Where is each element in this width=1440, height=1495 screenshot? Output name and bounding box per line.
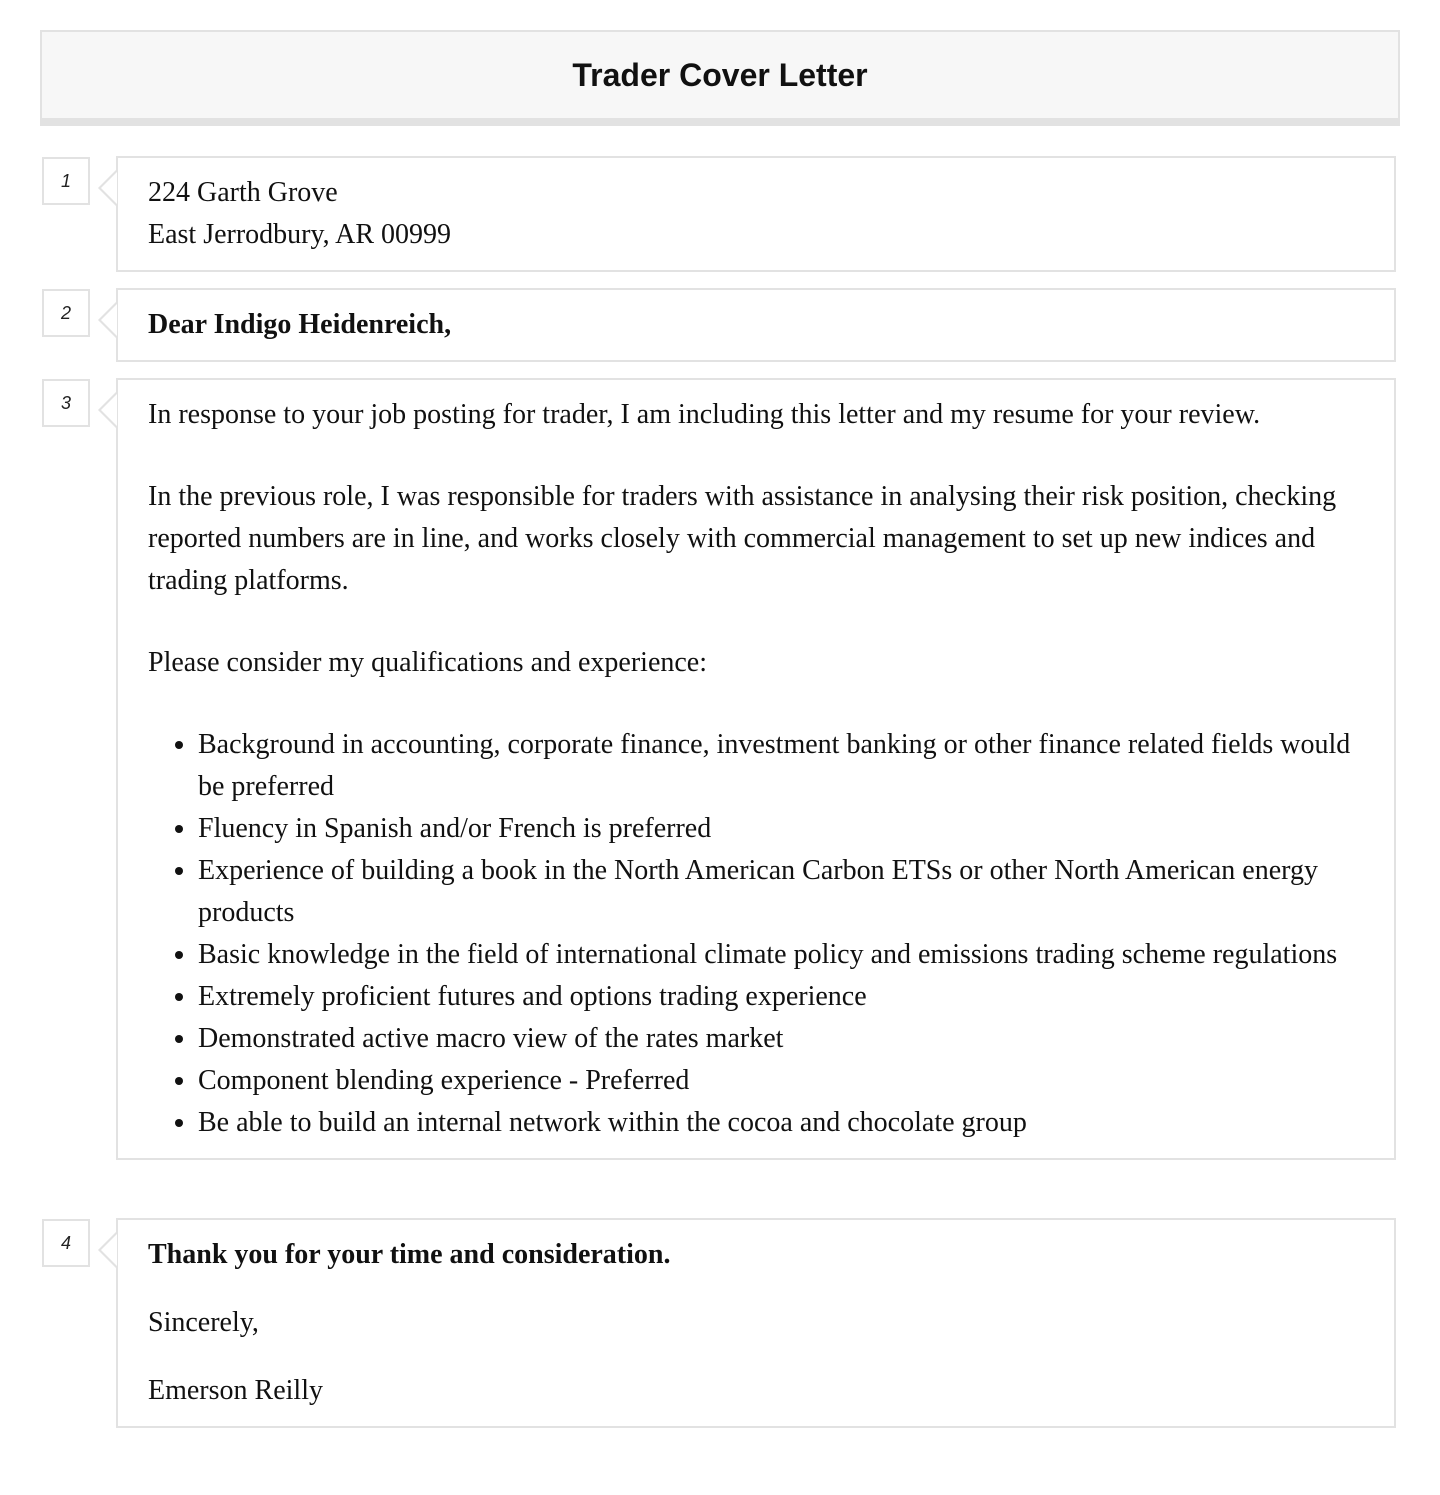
qualifications-list	[148, 724, 1364, 1144]
closing-line: Sincerely,	[148, 1307, 259, 1338]
section-number: 2	[42, 289, 90, 337]
address-line-1: 224 Garth Grove	[148, 177, 338, 208]
page-title: Trader Cover Letter	[572, 56, 868, 93]
previous-role-paragraph: In the previous role, I was responsible for traders with assistance in analysing their risk position, checking reported numbers are in line, and works closely with commercial management to set up new indices and trading platforms.	[148, 481, 1337, 596]
closing-box	[116, 1218, 1396, 1428]
greeting: Dear Indigo Heidenreich,	[148, 309, 452, 340]
body-box	[116, 378, 1396, 1160]
list-item: • Extremely proficient futures and options trading experience	[198, 976, 1364, 1018]
list-item: • Basic knowledge in the field of international climate policy and emissions trading scheme regulations	[198, 934, 1364, 976]
list-item: • Demonstrated active macro view of the rates market	[198, 1018, 1364, 1060]
address-box	[116, 156, 1396, 272]
section-number: 1	[42, 157, 90, 205]
greeting-box	[116, 288, 1396, 362]
list-item: • Component blending experience - Preferred	[198, 1060, 1364, 1102]
list-item: • Be able to build an internal network within the cocoa and chocolate group	[198, 1102, 1364, 1144]
section-number: 4	[42, 1219, 90, 1267]
title-bar	[40, 30, 1400, 126]
list-item: • Background in accounting, corporate finance, investment banking or other finance related fields would be preferred	[198, 724, 1364, 808]
intro-paragraph: In response to your job posting for trader, I am including this letter and my resume for your review.	[148, 399, 1261, 430]
list-item: • Fluency in Spanish and/or French is preferred	[198, 808, 1364, 850]
address-line-2: East Jerrodbury, AR 00999	[148, 219, 452, 250]
list-item: • Experience of building a book in the North American Carbon ETSs or other North American energy products	[198, 850, 1364, 934]
signature: Emerson Reilly	[148, 1375, 323, 1406]
qualifications-intro: Please consider my qualifications and experience:	[148, 647, 708, 678]
section-number: 3	[42, 379, 90, 427]
thanks-line: Thank you for your time and consideration.	[148, 1239, 671, 1270]
